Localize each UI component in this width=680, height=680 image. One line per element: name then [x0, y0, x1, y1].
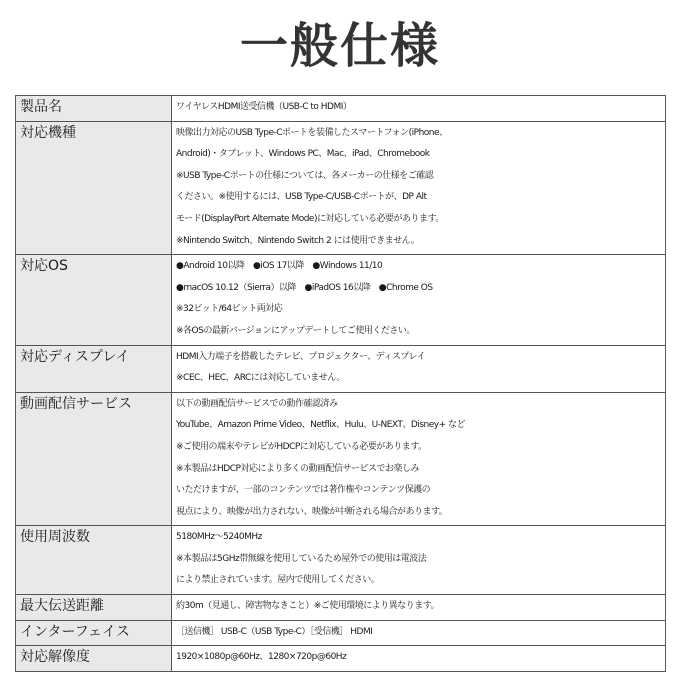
- spec-value: [172, 620, 666, 646]
- spec-table-body: [16, 96, 666, 672]
- spec-value-line: により禁止されています。屋内で使用してください。: [176, 575, 380, 586]
- spec-value-line: ※Nintendo Switch、Nintendo Switch 2 には使用できません。: [176, 235, 420, 246]
- spec-row: [16, 646, 666, 672]
- page-title: 一般仕様: [239, 18, 440, 74]
- spec-row: [16, 96, 666, 122]
- spec-value: [172, 646, 666, 672]
- spec-value-line: ワイヤレスHDMI送受信機（USB-C to HDMI）: [176, 102, 352, 112]
- spec-label: 製品名: [16, 96, 172, 122]
- spec-label: 対応OS: [16, 255, 172, 345]
- spec-value: [172, 392, 666, 526]
- spec-value-line: ※本製品はHDCP対応により多くの動画配信サービスでお楽しみ: [176, 463, 419, 474]
- spec-value-line: 約30m（見通し、障害物なきこと）※ご使用環境により異なります。: [176, 601, 440, 612]
- spec-value-line: 5180MHz～5240MHz: [176, 532, 262, 543]
- spec-label: インターフェイス: [16, 620, 172, 646]
- spec-label: 対応解像度: [16, 646, 172, 672]
- spec-row: [16, 526, 666, 595]
- spec-label: 対応ディスプレイ: [16, 345, 172, 392]
- spec-value: [172, 255, 666, 345]
- spec-value-line: ※32ビット/64ビット両対応: [176, 304, 283, 315]
- spec-value-line: ※USB Type-Cポートの仕様については、各メーカーの仕様をご確認: [176, 170, 434, 181]
- spec-value-line: モード(DisplayPort Alternate Mode)に対応している必要があります。: [176, 213, 444, 224]
- spec-value-line: 1920×1080p@60Hz、1280×720p@60Hz: [176, 652, 347, 663]
- spec-row: [16, 345, 666, 392]
- spec-row: [16, 595, 666, 621]
- spec-table: [15, 95, 666, 672]
- spec-value-line: ●macOS 10.12（Sierra）以降 ●iPadOS 16以降 ●Chrome OS: [176, 282, 433, 293]
- spec-label: 使用周波数: [16, 526, 172, 595]
- spec-value-line: ●Android 10以降 ●iOS 17以降 ●Windows 11/10: [176, 261, 383, 272]
- spec-row: [16, 392, 666, 526]
- spec-value-line: HDMI入力端子を搭載したテレビ、プロジェクター、ディスプレイ: [176, 351, 426, 362]
- spec-label: 最大伝送距離: [16, 595, 172, 621]
- spec-value-line: YouTube、Amazon Prime Video、Netflix、Hulu、U-NEXT、Disney+ など: [176, 420, 466, 431]
- spec-value: [172, 121, 666, 255]
- spec-value-line: ください。※使用するには、USB Type-C/USB-Cポートが、DP Alt: [176, 192, 427, 203]
- spec-value-line: ※CEC、HEC、ARCには対応していません。: [176, 373, 345, 384]
- spec-value-line: Android)・タブレット、Windows PC、Mac、iPad、Chromebook: [176, 149, 430, 160]
- spec-label: 対応機種: [16, 121, 172, 255]
- spec-row: [16, 255, 666, 345]
- spec-value: [172, 595, 666, 621]
- spec-value-line: 視点により、映像が出力されない、映像が中断される場合があります。: [176, 506, 448, 517]
- spec-value-line: 以下の動画配信サービスでの動作確認済み: [176, 398, 338, 409]
- spec-label: 動画配信サービス: [16, 392, 172, 526]
- spec-row: [16, 121, 666, 255]
- spec-value-line: ※ご使用の端末やテレビがHDCPに対応している必要があります。: [176, 441, 427, 452]
- spec-value: [172, 345, 666, 392]
- spec-value-line: 映像出力対応のUSB Type-Cポートを装備したスマートフォン(iPhone、: [176, 127, 448, 138]
- spec-value-line: ※各OSの最新バージョンにアップデートしてご使用ください。: [176, 325, 415, 336]
- spec-value: [172, 96, 666, 122]
- spec-value-line: ［送信機］ USB-C（USB Type-C）［受信機］ HDMI: [176, 626, 373, 637]
- spec-value-line: ※本製品は5GHz帯無線を使用しているため屋外での使用は電波法: [176, 553, 427, 564]
- spec-row: [16, 620, 666, 646]
- spec-value-line: いただけますが、一部のコンテンツでは著作権やコンテンツ保護の: [176, 485, 431, 496]
- spec-value: [172, 526, 666, 595]
